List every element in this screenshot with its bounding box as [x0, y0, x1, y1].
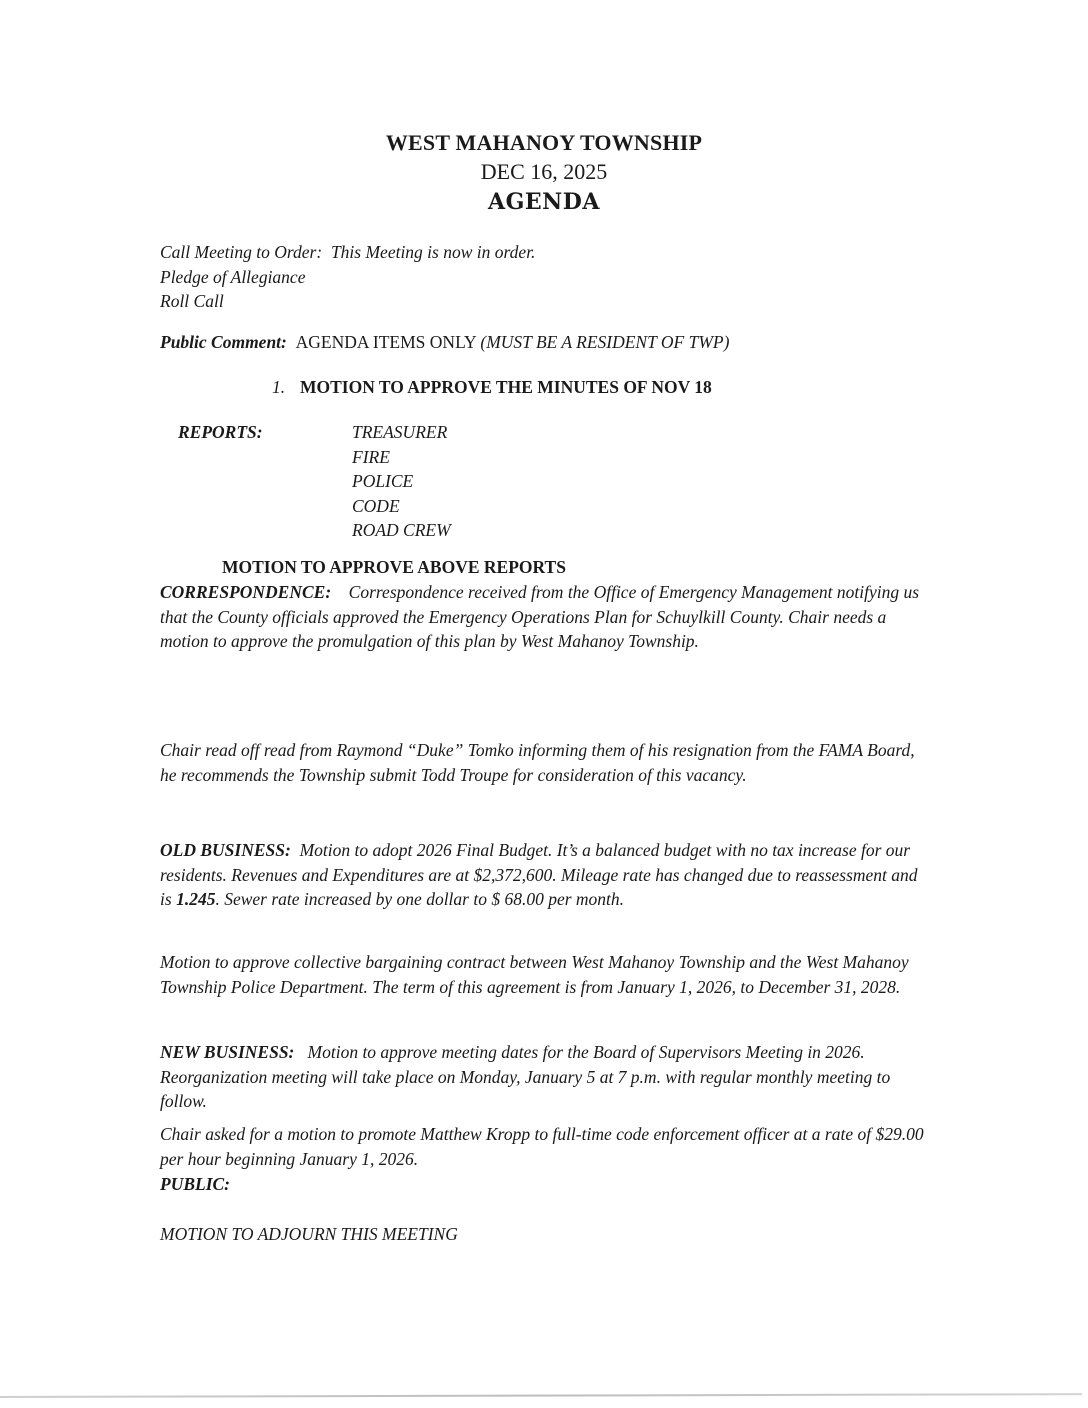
public-comment-note: (MUST BE A RESIDENT OF TWP) — [480, 332, 730, 352]
old-business-label: OLD BUSINESS: — [160, 840, 291, 860]
public-comment-label: Public Comment: — [160, 332, 287, 352]
old-business-section — [160, 838, 930, 912]
document-header — [0, 128, 1088, 218]
report-item: FIRE — [352, 446, 390, 467]
organization-name: WEST MAHANOY TOWNSHIP — [385, 130, 703, 155]
motion-approve-minutes — [272, 375, 1042, 400]
correspondence-section — [160, 580, 930, 654]
reports-label: REPORTS: — [178, 422, 263, 442]
call-to-order-label: Call Meeting to Order: — [160, 242, 323, 262]
opening-section — [160, 240, 930, 314]
motion-approve-reports: MOTION TO APPROVE ABOVE REPORTS — [222, 557, 566, 577]
resignation-notice — [160, 738, 930, 787]
report-item: POLICE — [352, 471, 414, 491]
new-business-section — [160, 1040, 930, 1114]
correspondence-label: CORRESPONDENCE: — [160, 582, 332, 602]
pledge-of-allegiance: Pledge of Allegiance — [160, 266, 306, 287]
promotion-text: Chair asked for a motion to promote Matthew Kropp to full-time code enforcement officer at a rate of $29.00 per hour beginning January 1, 2026. — [160, 1124, 924, 1169]
public-label: PUBLIC: — [160, 1174, 230, 1194]
new-business-label: NEW BUSINESS: — [160, 1042, 295, 1062]
document-title: AGENDA — [488, 189, 600, 215]
call-to-order-line — [160, 240, 930, 265]
resignation-text: Chair read off read from Raymond “Duke” Tomko informing them of his resignation from the FAMA Board, he recommends the Township submit Todd Troupe for consideration of this vacancy. — [160, 740, 915, 785]
item-number: 1. — [272, 377, 286, 397]
bargaining-contract — [160, 950, 930, 999]
public-comment-text: AGENDA ITEMS ONLY — [295, 332, 476, 352]
report-item: ROAD CREW — [352, 520, 451, 540]
promotion-motion — [160, 1122, 930, 1171]
mileage-rate: 1.245 — [176, 889, 216, 909]
roll-call: Roll Call — [160, 291, 224, 311]
call-to-order-text: This Meeting is now in order. — [330, 242, 536, 262]
bargaining-text: Motion to approve collective bargaining contract between West Mahanoy Township and the West Mahanoy Township Police Department. The term of this agreement is from January 1, 2026, to December 31, 2028. — [160, 952, 909, 997]
public-comment-section — [160, 330, 930, 355]
meeting-dates-text: Motion to approve meeting dates for the Board of Supervisors Meeting in 2026. Reorganization meeting will take place on Monday, January 5 at 7 p.m. with regular monthly meeting to follow. — [160, 1042, 891, 1111]
meeting-date: DEC 16, 2025 — [480, 159, 608, 184]
motion-minutes-text: MOTION TO APPROVE THE MINUTES OF NOV 18 — [300, 377, 712, 397]
page-edge-divider — [0, 1393, 1082, 1398]
report-item: CODE — [352, 495, 400, 516]
report-item: TREASURER — [352, 422, 448, 442]
adjourn-motion: MOTION TO ADJOURN THIS MEETING — [160, 1224, 458, 1244]
budget-text: Motion to adopt 2026 Final Budget. It’s a balanced budget with no tax increase for our residents. Revenues and Expenditures are at $2,372,600. Mileage rate has changed due to reassessment and is — [160, 840, 918, 909]
sewer-rate-text: . Sewer rate increased by one dollar to $ 68.00 per month. — [215, 889, 625, 909]
reports-list — [352, 420, 451, 543]
correspondence-text: Correspondence received from the Office of Emergency Management notifying us that the County officials approved the Emergency Operations Plan for Schuylkill County. Chair needs a motion to approve the promulgation of this plan by West Mahanoy Township. — [160, 582, 920, 651]
